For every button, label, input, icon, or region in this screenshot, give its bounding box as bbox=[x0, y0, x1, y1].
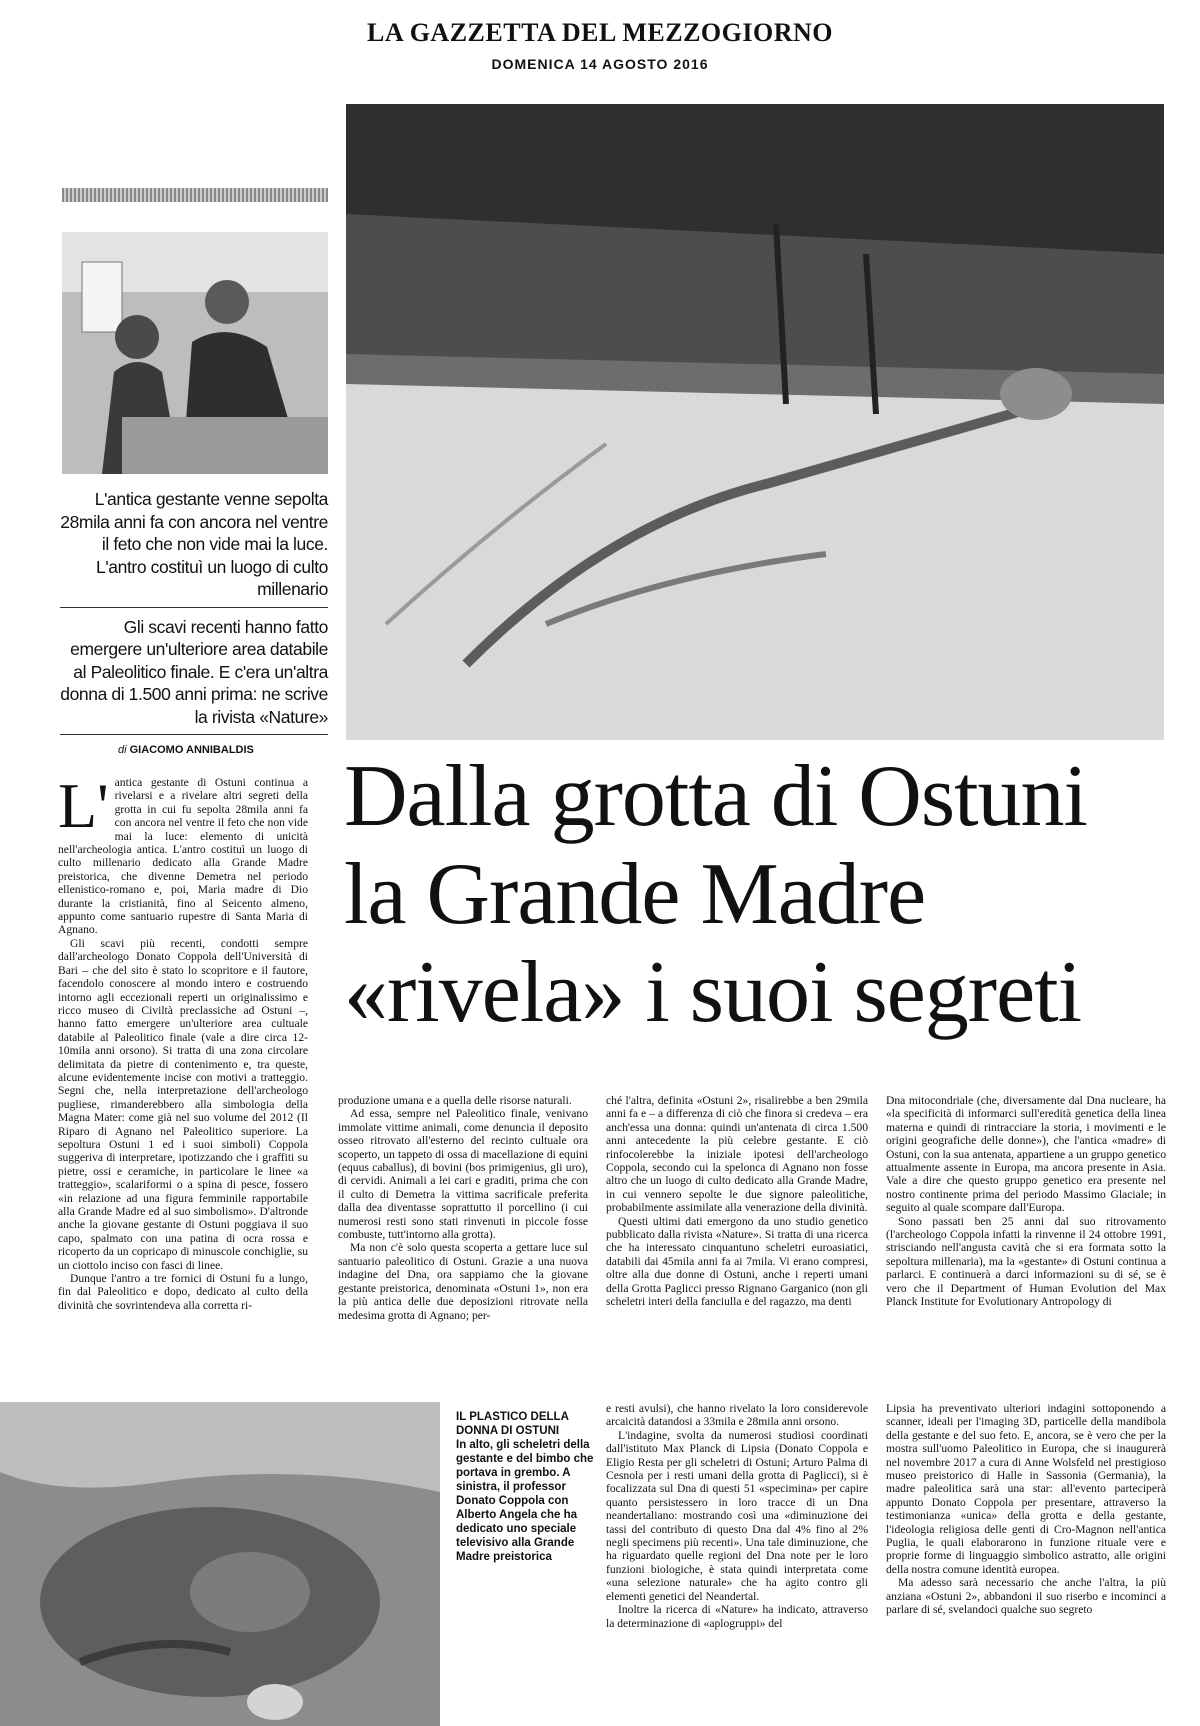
article-paragraph: ché l'altra, definita «Ostuni 2», risalirebbe a ben 29mila anni fa e – a differenza di ciò che finora si credeva – era anch'essa una donna: quindi un'antenata di circa 1.500 anni antecedente la più celebre gestante. E ciò rinfocolerebbe la iniziale ipotesi dell'archeologo Coppola, secondo cui la spelonca di Agnano non fosse altro che un luogo di culto dedicato alla Grande Madre, in cui vennero sepolte le due signore paleolitiche, probabilmente assimilate alla venerazione della divinità. bbox=[606, 1094, 868, 1215]
article-paragraph: Ad essa, sempre nel Paleolitico finale, venivano immolate vittime animali, come denuncia il deposito osseo ritrovato all'esterno del recinto cultuale ora scoperto, un tappeto di ossa di macellazione di equini (equus caballus), di bovini (bos primigenius, gli uro), di cervidi. Animali a lei cari e graditi, prima che con il culto di Demetra la vittima sacrificale preferita dalla dea diventasse soprattutto il porcellino (i cui numerosi resti sono stati rinvenuti in piccole fosse combuste, tutt'intorno alla grotta). bbox=[338, 1107, 588, 1242]
photo-burial-model bbox=[0, 1402, 440, 1726]
caption-text: In alto, gli scheletri della gestante e del bimbo che portava in grembo. A sinistra, il professor Donato Coppola con Alberto Angela che ha dedicato uno speciale televisivo alla Grande Madre preistorica bbox=[456, 1439, 594, 1563]
article-column-4 bbox=[886, 1094, 1166, 1309]
byline-author: GIACOMO ANNIBALDIS bbox=[129, 744, 254, 756]
article-column-2 bbox=[338, 1094, 588, 1322]
photo-skeleton-case bbox=[346, 104, 1164, 740]
article-paragraph: L'indagine, svolta da numerosi studiosi coordinati dall'istituto Max Planck di Lipsia (Donato Coppola e Eligio Resta per gli scheletri di Ostuni; Arturo Palma di Cesnola per i resti umani della grotta di Paglicci), si è focalizzata sul Dna di questi 51 «specimina» per capire quanto persistessero in loro tracce di un Dna neandertaliano: mostrando così una «diminuzione dei tassi del contributo di questo Dna dal 4% fino al 2% negli specimens più recenti». Una tale diminuzione, che ha riguardato quelle regioni del Dna note per le loro funzioni biologiche, è stata quindi interpretata come «una selezione naturale» che ha agito contro gli elementi genetici del Neandertal. bbox=[606, 1428, 868, 1603]
caption-title: IL PLASTICO DELLA DONNA DI OSTUNI bbox=[456, 1411, 569, 1437]
photo-people-silhouette bbox=[62, 232, 328, 474]
headline-line-3: «rivela» i suoi segreti bbox=[344, 944, 1082, 1041]
article-paragraph: Dna mitocondriale (che, diversamente dal Dna nucleare, ha «la specificità di informarci sull'eredità genetica della linea materna e quindi di rintracciare la storia, i movimenti e le origini geografiche delle donne»), che l'antica «madre» di Ostuni, con la sua antenata, appartiene a un gruppo genetico attualmente assente in Europa, ma ancora presente in Asia. Vale a dire che questo gruppo genetico era presente nel nostro continente prima del periodo Massimo Glaciale; in seguito al quale scompare dall'Europa. bbox=[886, 1094, 1166, 1215]
article-paragraph: antica gestante di Ostuni continua a rivelarsi e a rivelare altri segreti della grotta in cui fu sepolta 28mila anni fa con ancora nel ventre il feto che non vide mai la luce: elemento di unicità nell'archeologia antica. L'antro costituì un luogo di culto millenario dedicato alla Grande Madre preistorica, che divenne Demetra nel periodo ellenistico-romano e, poi, Maria madre di Dio durante la cristianità, fino al Seicento almeno, appunto come santuario rupestre di Santa Maria di Agnano. bbox=[58, 776, 308, 937]
byline-prefix: di bbox=[118, 744, 127, 756]
headline-line-1: Dalla grotta di Ostuni bbox=[344, 748, 1087, 845]
article-paragraph: Dunque l'antro a tre fornici di Ostuni fu a lungo, fin dal Paleolitico e dopo, dedicato al culto della divinità che sovrintendeva alla corretta ri- bbox=[58, 1272, 308, 1312]
newspaper-masthead: LA GAZZETTA DEL MEZZOGIORNO bbox=[367, 18, 833, 47]
photo-coppola-angela bbox=[62, 232, 328, 474]
article-column-1 bbox=[58, 770, 308, 1312]
deck-paragraph-1: L'antica gestante venne sepolta 28mila anni fa con ancora nel ventre il feto che non vide mai la luce. L'antro costituì un luogo di culto millenario bbox=[60, 488, 328, 608]
issue-date: DOMENICA 14 AGOSTO 2016 bbox=[491, 56, 709, 72]
article-paragraph: e resti avulsi), che hanno rivelato la loro considerevole arcaicità datandosi a 33mila e 28mila anni orsono. bbox=[606, 1402, 868, 1429]
article-column-3-continued bbox=[606, 1402, 868, 1630]
article-paragraph: Ma adesso sarà necessario che anche l'altra, la più anziana «Ostuni 2», abbandoni il suo riserbo e incominci a parlare di sé, svelandoci qualche suo segreto bbox=[886, 1576, 1166, 1617]
article-paragraph: Questi ultimi dati emergono da uno studio genetico pubblicato dalla rivista «Nature». Si tratta di una ricerca che ha interessato cinquantuno scheletri euroasiatici, databili dai 45mila anni fa ai 7mila. Vi erano compresi, oltre alla due donne di Ostuni, anche i reperti umani della Grotta Paglicci presso Rignano Garganico (non gli scheletri interi della fanciulla e del ragazzo, ma denti bbox=[606, 1214, 868, 1309]
drop-cap: L' bbox=[58, 770, 109, 841]
article-paragraph: Gli scavi più recenti, condotti sempre dall'archeologo Donato Coppola dell'Università di Bari – che del sito è stato lo scopritore e il fautore, facendolo conoscere al mondo intero e costruendo intorno agli eccezionali reperti un originalissimo e ricco museo di Civiltà preclassiche ad Ostuni –, hanno fatto emergere un'ulteriore area cultuale databile al Paleolitico finale (vale a dire circa 12-10mila anni orsono). Si tratta di una zona circolare delimitata da pietre di contenimento e, tra queste, alcune evidentemente incise con motivi a tratteggio. Segni che, nella interpretazione dell'archeologo pugliese, rimanderebbero alla simbologia della Magna Mater: come già nel suo volume del 2012 (Il Riparo di Agnano nel Paleolitico superiore. La sepoltura Ostuni 1 ed i suoi simboli) Coppola suggeriva di interpretare, ipotizzando che i graffiti su pietre, ossi e ceramiche, in particolare le linee «a tratteggio», scalariformi o a spina di pesce, fossero «in relazione ad una figura femminile rapportabile alla Grande Madre ed al suo simbolismo». D'altronde anche la giovane gestante di Ostuni poggiava il suo capo, spalmato con una patina di ocra rossa e ricoperto da un copricapo di minuscole conchiglie, su un ciottolo inciso con fasci di linee. bbox=[58, 936, 308, 1272]
article-column-3 bbox=[606, 1094, 868, 1309]
article-headline bbox=[344, 748, 1174, 1042]
headline-line-2: la Grande Madre bbox=[344, 846, 926, 943]
article-deck bbox=[60, 488, 328, 735]
article-paragraph: Inoltre la ricerca di «Nature» ha indicato, attraverso la determinazione di «aplogruppi» del bbox=[606, 1603, 868, 1630]
article-column-4-continued bbox=[886, 1402, 1166, 1617]
decorative-band bbox=[62, 188, 328, 202]
photo-skeletons-display bbox=[346, 104, 1164, 740]
photo-caption bbox=[456, 1410, 596, 1564]
article-paragraph: produzione umana e a quella delle risorse naturali. bbox=[338, 1094, 572, 1107]
photo-model-ostuni-woman bbox=[0, 1402, 440, 1726]
article-paragraph: Lipsia ha preventivato ulteriori indagini sottoponendo a scanner, ideali per l'imaging 3D, particelle della mandibola della gestante e del suo feto. E, ancora, se è vero che per la mostra sull'uomo Paleolitico in Europa, che si inaugurerà nel novembre 2017 a cura di Anne Wolsfeld nel prestigioso museo preistorico di Halle in Sassonia (Germania), la madre paleolitica sarà una star: all'evento parteciperà appunto Donato Coppola per presentare, attraverso la testimonianza «unica» della grotta e della gestante, l'ideologia religiosa delle genti di Cro-Magnon nell'antica Puglia, le quali elaborarono in funzione rituale vere e proprie forme di linguaggio simbolico astratto, alle origini della nostra comune identità europea. bbox=[886, 1402, 1166, 1576]
byline bbox=[118, 744, 338, 756]
deck-paragraph-2: Gli scavi recenti hanno fatto emergere un'ulteriore area databile al Paleolitico finale. E c'era un'altra donna di 1.500 anni prima: ne scrive la rivista «Nature» bbox=[60, 616, 328, 736]
article-paragraph: Sono passati ben 25 anni dal suo ritrovamento (l'archeologo Coppola infatti la rinvenne il 24 ottobre 1991, strisciando nell'angusta cavità che si era formata sotto la sepoltura millenaria), ma la «gestante» di Ostuni continua a parlarci. E continuerà a darci informazioni su di sé, se è vero che il Department of Human Evolution del Max Planck Institute for Evolutionary Antropology di bbox=[886, 1214, 1166, 1309]
article-paragraph: Ma non c'è solo questa scoperta a gettare luce sul santuario paleolitico di Ostuni. Grazie a una nuova indagine del Dna, ora sappiamo che la giovane gestante preistorica, denominata «Ostuni 1», non era la più antica delle due deposizioni ritrovate nella medesima grotta di Agnano; per- bbox=[338, 1241, 588, 1322]
